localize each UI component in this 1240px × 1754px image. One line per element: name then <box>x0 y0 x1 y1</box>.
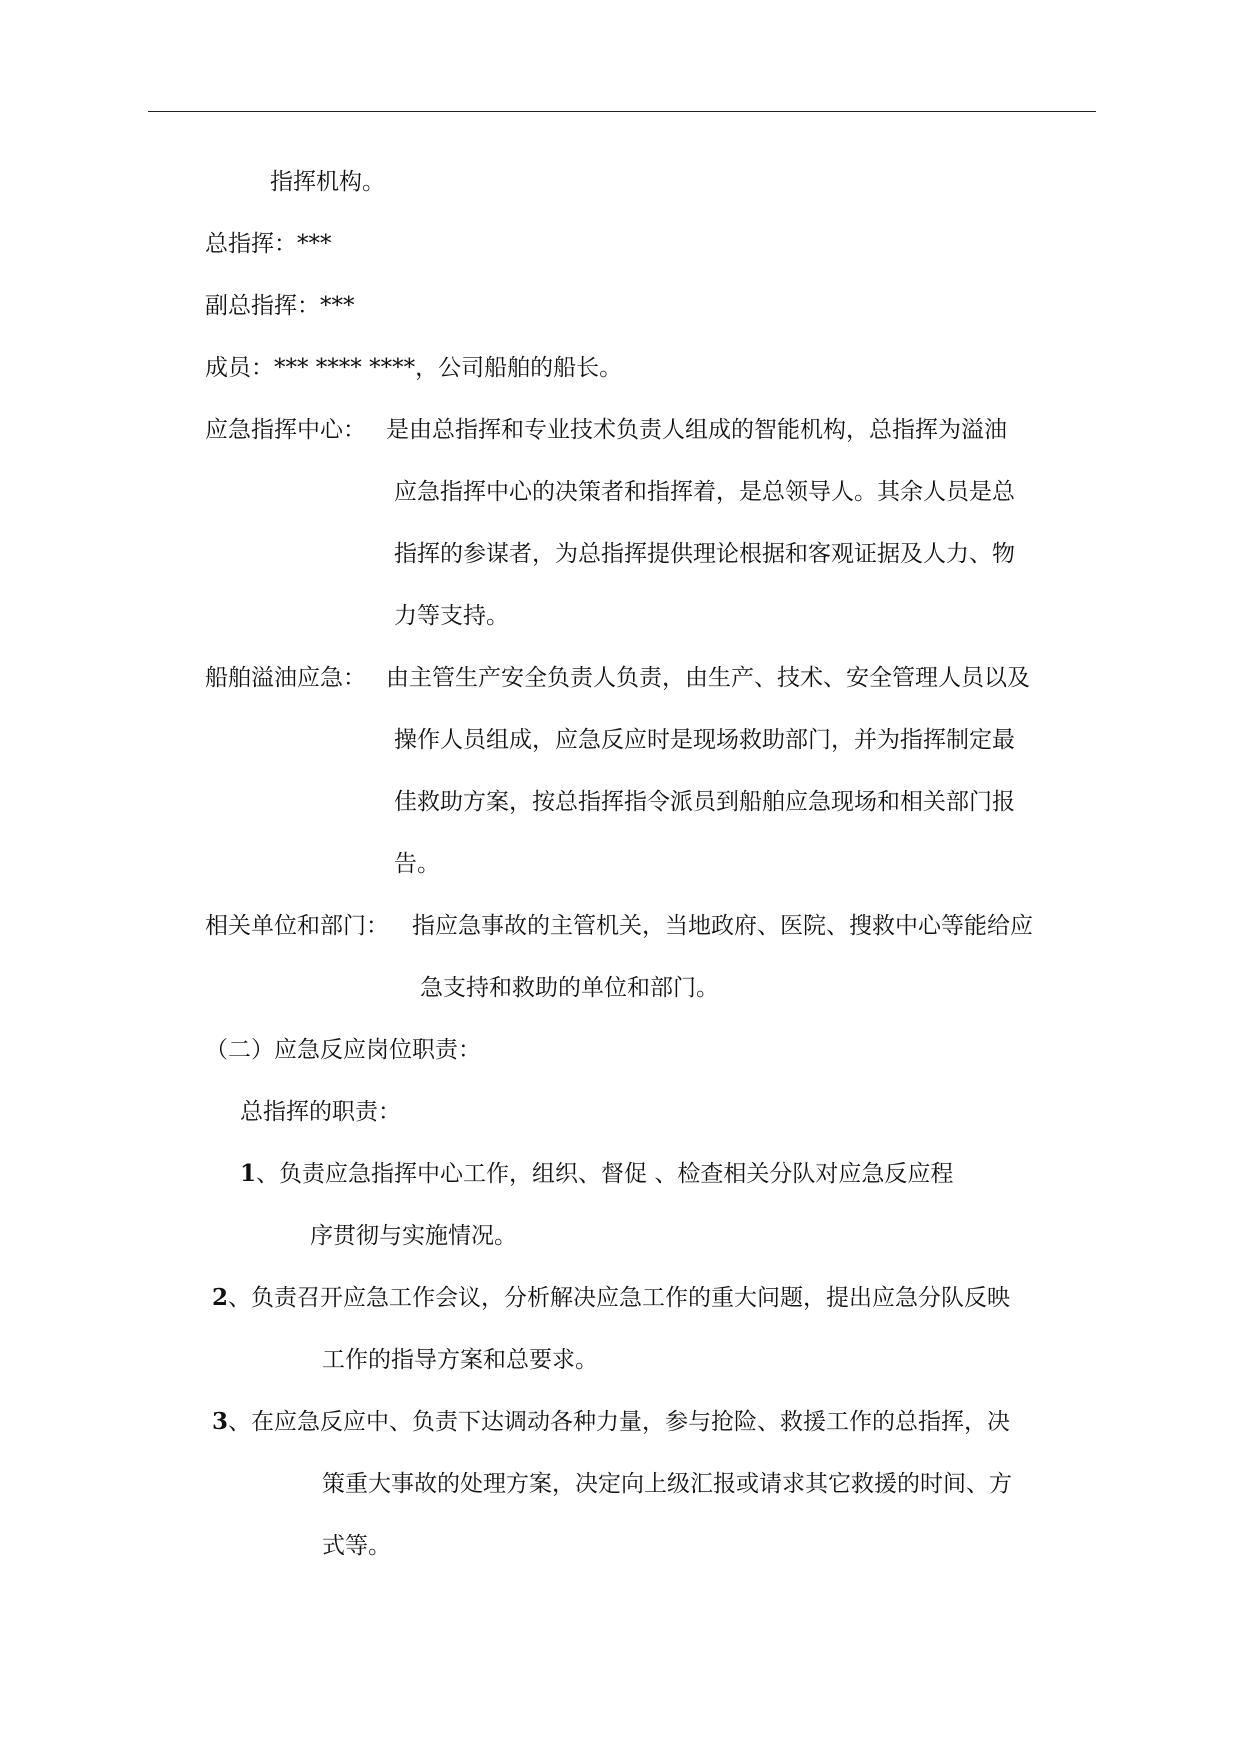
units-label: 相关单位和部门： <box>205 913 389 939</box>
ship-line: 由主管生产安全负责人负责，由生产、技术、安全管理人员以及 <box>386 665 1030 691</box>
duty-number: 3 <box>212 1408 229 1435</box>
duty-text: 、在应急反应中、负责下达调动各种力量，参与抢险、救援工作的总指挥，决 <box>228 1409 1011 1435</box>
members-line: 成员：*** **** ****，公司船舶的船长。 <box>205 355 623 381</box>
subtitle: 总指挥的职责： <box>240 1099 401 1125</box>
deputy-line: 副总指挥：*** <box>205 293 355 319</box>
duty-line: 序贯彻与实施情况。 <box>310 1223 517 1249</box>
center-line: 是由总指挥和专业技术负责人组成的智能机构，总指挥为溢油 <box>386 417 1007 443</box>
duty-line: 式等。 <box>322 1533 391 1559</box>
section-title: （二）应急反应岗位职责： <box>205 1037 481 1063</box>
duty-number: 2 <box>212 1284 229 1311</box>
center-label: 应急指挥中心： <box>205 417 366 443</box>
ship-line: 佳救助方案，按总指挥指令派员到船舶应急现场和相关部门报 <box>394 789 1015 815</box>
center-line: 指挥的参谋者，为总指挥提供理论根据和客观证据及人力、物 <box>394 541 1015 567</box>
duty-number: 1 <box>240 1160 257 1187</box>
ship-line: 操作人员组成，应急反应时是现场救助部门，并为指挥制定最 <box>394 727 1015 753</box>
center-line: 应急指挥中心的决策者和指挥着，是总领导人。其余人员是总 <box>394 479 1015 505</box>
header-rule <box>148 111 1096 112</box>
units-line: 指应急事故的主管机关，当地政府、医院、搜救中心等能给应 <box>412 913 1033 939</box>
intro-line: 指挥机构。 <box>270 169 385 195</box>
ship-line: 告。 <box>394 851 440 877</box>
units-line: 急支持和救助的单位和部门。 <box>420 975 719 1001</box>
duty-line: 工作的指导方案和总要求。 <box>322 1347 598 1373</box>
duty-item-1 <box>240 1158 953 1190</box>
duty-item-3 <box>212 1406 1010 1438</box>
duty-text: 、负责召开应急工作会议，分析解决应急工作的重大问题，提出应急分队反映 <box>228 1285 1011 1311</box>
duty-line: 策重大事故的处理方案，决定向上级汇报或请求其它救援的时间、方 <box>322 1471 1012 1497</box>
center-line: 力等支持。 <box>394 603 509 629</box>
commander-line: 总指挥：*** <box>205 231 332 257</box>
duty-text: 、负责应急指挥中心工作，组织、督促 、检查相关分队对应急反应程 <box>256 1161 954 1187</box>
duty-item-2 <box>212 1282 1010 1314</box>
ship-label: 船舶溢油应急： <box>205 665 366 691</box>
